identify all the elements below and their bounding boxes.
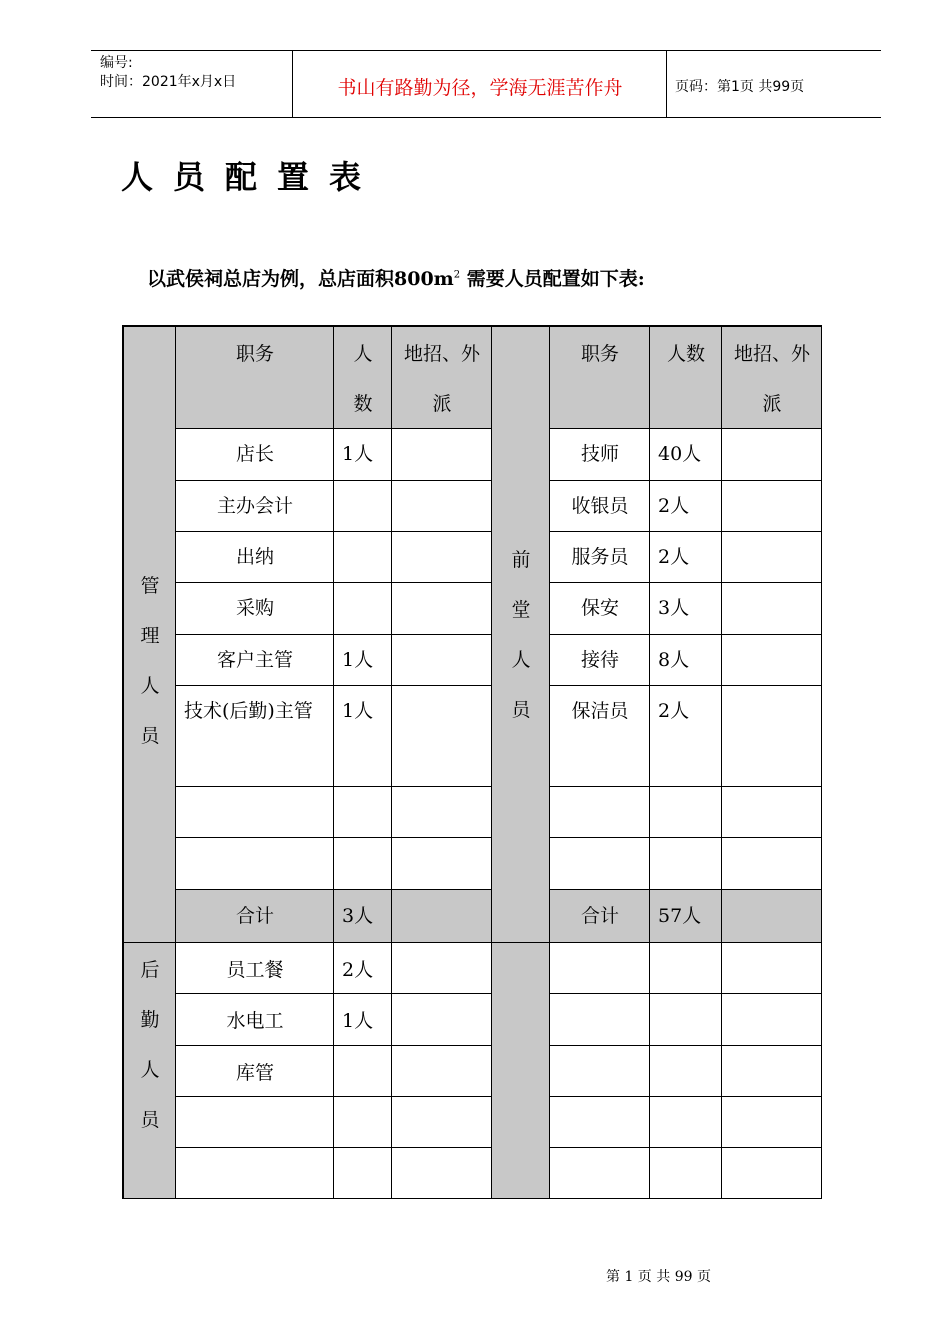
header-motto: 书山有路勤为径，学海无涯苦作舟 bbox=[337, 77, 623, 99]
cell-count: 1人 bbox=[342, 443, 374, 465]
table-cell bbox=[722, 429, 822, 481]
intro-sup: 2 bbox=[453, 269, 461, 281]
header-page-info: 页码：第1页 共99页 bbox=[675, 79, 805, 95]
table-cell bbox=[722, 532, 822, 583]
table-row bbox=[550, 943, 650, 994]
page-footer: 第 1 页 共 99 页 bbox=[606, 1269, 711, 1285]
code-label: 编号: bbox=[100, 55, 133, 71]
table-cell bbox=[392, 429, 492, 481]
table-row bbox=[550, 1046, 650, 1097]
cell-count: 8人 bbox=[658, 649, 690, 671]
table-row bbox=[550, 787, 650, 838]
table-cell bbox=[392, 890, 492, 943]
cell-position: 水电工 bbox=[226, 1010, 284, 1032]
staffing-table bbox=[122, 325, 822, 1199]
total-front: 57人 bbox=[658, 905, 702, 927]
table-cell bbox=[334, 583, 392, 635]
cell-position: 主办会计 bbox=[216, 495, 293, 517]
table-cell bbox=[722, 1097, 822, 1148]
cell-position: 出纳 bbox=[235, 546, 274, 568]
cell-position: 收银员 bbox=[571, 495, 629, 517]
table-cell bbox=[722, 890, 822, 943]
cell-position: 客户主管 bbox=[216, 649, 293, 671]
table-cell bbox=[650, 787, 722, 838]
cell-position: 技师 bbox=[580, 443, 619, 465]
page-header bbox=[91, 50, 881, 118]
table-row bbox=[550, 994, 650, 1046]
cell-count: 1人 bbox=[342, 1010, 374, 1032]
cell-count: 1人 bbox=[342, 649, 374, 671]
header-divider bbox=[666, 51, 667, 117]
cell-position: 保安 bbox=[580, 597, 619, 619]
table-cell bbox=[392, 1046, 492, 1097]
table-row bbox=[550, 838, 650, 890]
group-cell-blank bbox=[492, 943, 550, 1199]
group-label-front: 前堂人员 bbox=[511, 549, 531, 721]
table-cell bbox=[392, 838, 492, 890]
header-count-right: 人数 bbox=[666, 343, 705, 365]
table-cell bbox=[722, 1148, 822, 1199]
intro-suffix: 需要人员配置如下表: bbox=[460, 268, 645, 290]
table-cell bbox=[334, 532, 392, 583]
table-cell bbox=[334, 481, 392, 532]
table-cell bbox=[392, 1148, 492, 1199]
table-cell bbox=[650, 994, 722, 1046]
cell-position: 服务员 bbox=[571, 546, 629, 568]
group-label-logistics: 后勤人员 bbox=[140, 959, 160, 1131]
table-cell bbox=[392, 686, 492, 787]
header-position: 职务 bbox=[235, 343, 274, 365]
table-cell bbox=[722, 1046, 822, 1097]
header-meta bbox=[100, 54, 236, 92]
header-divider bbox=[292, 51, 293, 117]
table-cell bbox=[334, 1097, 392, 1148]
header-count: 人数 bbox=[353, 343, 373, 415]
table-cell bbox=[650, 1097, 722, 1148]
intro-text bbox=[147, 264, 645, 291]
table-cell bbox=[650, 1148, 722, 1199]
table-cell bbox=[392, 787, 492, 838]
table-cell bbox=[392, 994, 492, 1046]
table-cell bbox=[722, 838, 822, 890]
table-cell bbox=[650, 838, 722, 890]
cell-count: 3人 bbox=[658, 597, 690, 619]
table-row bbox=[176, 838, 334, 890]
cell-position: 技术(后勤)主管 bbox=[184, 700, 313, 722]
table-cell bbox=[722, 994, 822, 1046]
table-cell bbox=[334, 1046, 392, 1097]
cell-count: 2人 bbox=[658, 700, 690, 722]
table-cell bbox=[722, 787, 822, 838]
table-cell bbox=[392, 481, 492, 532]
header-source-right: 地招、外派 bbox=[733, 343, 810, 415]
cell-position: 店长 bbox=[235, 443, 274, 465]
header-source: 地招、外派 bbox=[403, 343, 480, 415]
cell-count: 2人 bbox=[658, 495, 690, 517]
table-cell bbox=[334, 787, 392, 838]
header-position-right: 职务 bbox=[580, 343, 619, 365]
page-title: 人员配置表 bbox=[121, 158, 382, 196]
table-cell bbox=[392, 943, 492, 994]
cell-count: 1人 bbox=[342, 700, 374, 722]
cell-count: 2人 bbox=[342, 959, 374, 981]
cell-count: 2人 bbox=[658, 546, 690, 568]
table-cell bbox=[650, 943, 722, 994]
table-row bbox=[550, 1148, 650, 1199]
table-cell bbox=[722, 686, 822, 787]
cell-position: 接待 bbox=[580, 649, 619, 671]
total-label: 合计 bbox=[580, 905, 619, 927]
table-cell bbox=[722, 583, 822, 635]
table-cell bbox=[392, 635, 492, 686]
table-cell bbox=[650, 1046, 722, 1097]
cell-count: 40人 bbox=[658, 443, 702, 465]
table-row bbox=[176, 1097, 334, 1148]
table-cell bbox=[392, 1097, 492, 1148]
total-management: 3人 bbox=[342, 905, 374, 927]
time-label: 时间：2021年x月x日 bbox=[100, 74, 237, 90]
table-row bbox=[176, 1148, 334, 1199]
total-label: 合计 bbox=[235, 905, 274, 927]
table-cell bbox=[722, 635, 822, 686]
cell-position: 库管 bbox=[235, 1062, 274, 1084]
intro-main: 以武侯祠总店为例，总店面积800m bbox=[147, 268, 454, 290]
table-row bbox=[176, 787, 334, 838]
cell-position: 采购 bbox=[235, 597, 274, 619]
table-cell bbox=[722, 481, 822, 532]
table-cell bbox=[392, 583, 492, 635]
table-cell bbox=[392, 532, 492, 583]
table-row bbox=[550, 1097, 650, 1148]
table-cell bbox=[334, 1148, 392, 1199]
table-cell bbox=[334, 838, 392, 890]
group-label-management: 管理人员 bbox=[140, 575, 160, 747]
cell-position: 保洁员 bbox=[571, 700, 629, 722]
table-cell bbox=[722, 943, 822, 994]
cell-position: 员工餐 bbox=[226, 959, 284, 981]
